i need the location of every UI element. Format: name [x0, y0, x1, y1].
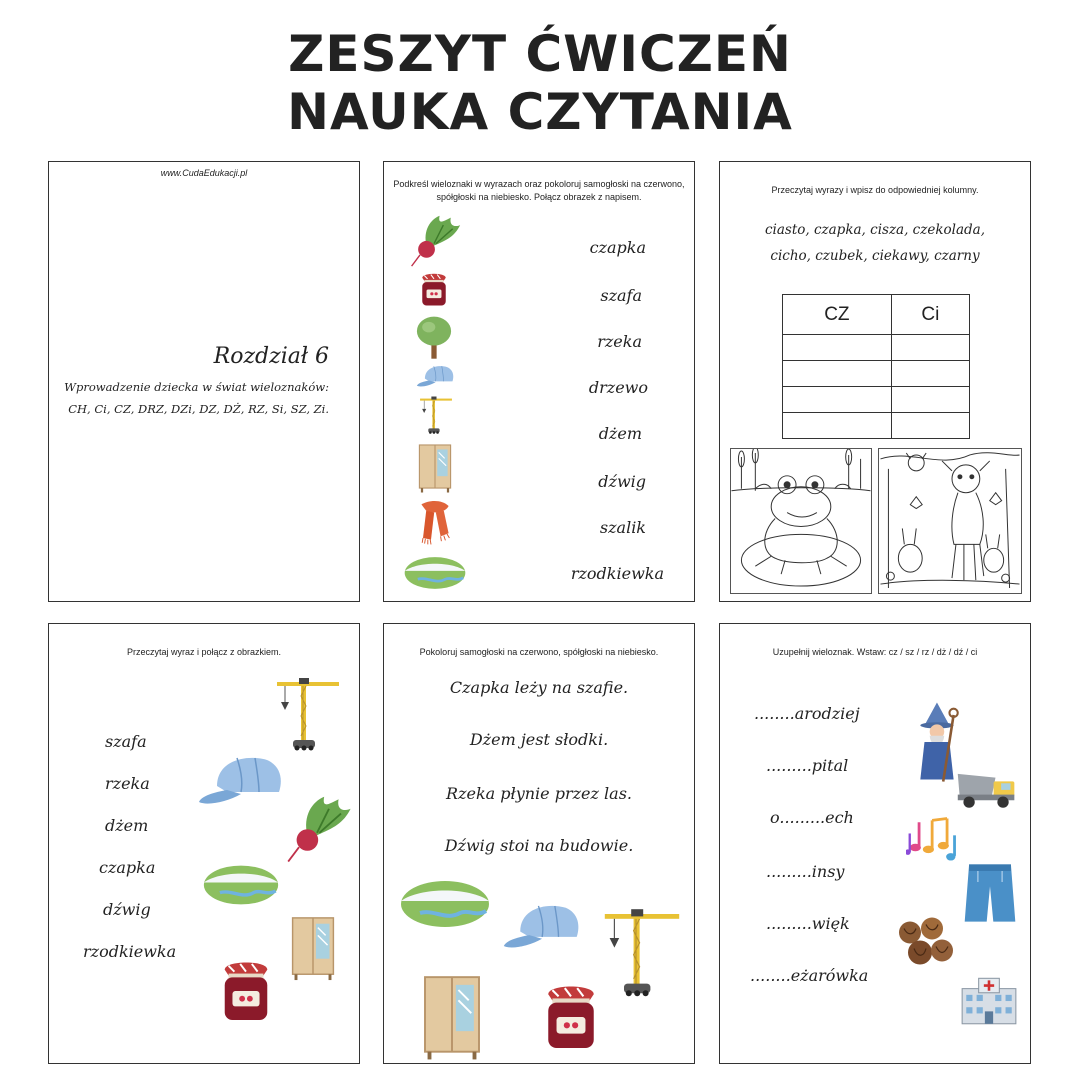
fill-word-6[interactable]: ........eżarówka — [750, 966, 869, 985]
crane-icon — [600, 892, 684, 1008]
crane-icon — [418, 392, 454, 436]
word-list-line-2: cicho, czubek, ciekawy, czarny — [770, 248, 980, 264]
deer-coloring-icon — [878, 448, 1022, 594]
jam-jar-icon — [217, 952, 275, 1028]
river-icon — [400, 878, 490, 930]
word-szalik: szalik — [599, 518, 646, 537]
chapter-intro: Wprowadzenie dziecka w świat wieloznaków: — [64, 380, 329, 394]
instruction-text: Uzupełnij wieloznak. Wstaw: cz / sz / rz / dż / dź / ci — [772, 647, 978, 657]
tree-icon — [414, 314, 454, 360]
river-icon — [404, 554, 466, 592]
sorting-table — [782, 294, 970, 439]
table-cell[interactable] — [891, 335, 969, 361]
cap-icon — [416, 362, 456, 390]
table-cell[interactable] — [891, 413, 969, 439]
worksheet-page-5 — [383, 623, 695, 1064]
word-dzwig: dźwig — [103, 900, 151, 919]
word-szafa: szafa — [105, 732, 147, 751]
worksheet-page-6 — [719, 623, 1031, 1064]
fill-word-5[interactable]: .........więk — [766, 914, 850, 933]
sentence-1: Czapka leży na szafie. — [449, 678, 629, 697]
jeans-shorts-icon — [962, 860, 1018, 926]
worksheet-page-2 — [383, 161, 695, 602]
radish-icon — [406, 212, 462, 268]
truck-icon — [954, 764, 1020, 812]
jam-jar-icon — [418, 270, 450, 308]
cap-icon — [502, 898, 584, 954]
chapter-digraphs: CH, Ci, CZ, DRZ, DZi, DZ, DŻ, RZ, Si, SZ, Zi. — [68, 402, 329, 416]
worksheet-page-4 — [48, 623, 360, 1064]
frog-coloring-icon — [730, 448, 872, 594]
worksheet-page-3 — [719, 161, 1031, 602]
word-rzeka: rzeka — [597, 332, 642, 351]
jam-jar-icon — [540, 974, 602, 1058]
word-dzem: dżem — [105, 816, 149, 835]
word-szafa: szafa — [600, 286, 642, 305]
hospital-icon — [958, 972, 1020, 1028]
header-title-line1: ZESZYT ĆWICZEŃ — [288, 25, 792, 83]
word-rzodkiewka: rzodkiewka — [83, 942, 177, 961]
word-list-line-1: ciasto, czapka, cisza, czekolada, — [764, 222, 986, 238]
word-rzeka: rzeka — [105, 774, 150, 793]
cap-icon — [197, 750, 287, 810]
worksheet-page-1 — [48, 161, 360, 602]
column-header-ci: Ci — [891, 295, 969, 335]
music-notes-icon — [906, 816, 962, 864]
fill-word-4[interactable]: .........insy — [766, 862, 845, 881]
table-cell[interactable] — [891, 387, 969, 413]
word-drzewo: drzewo — [588, 378, 648, 397]
table-cell[interactable] — [783, 335, 892, 361]
wardrobe-icon — [414, 972, 490, 1062]
table-cell[interactable] — [783, 387, 892, 413]
word-dzem: dżem — [598, 424, 642, 443]
word-czapka: czapka — [589, 238, 646, 257]
header-title-line2: NAUKA CZYTANIA — [287, 83, 793, 141]
chapter-title: Rozdział 6 — [213, 344, 329, 369]
instruction-text: Przeczytaj wyrazy i wpisz do odpowiedniej kolumny. — [771, 185, 979, 195]
scarf-icon — [414, 498, 456, 546]
crane-icon — [273, 670, 343, 754]
wardrobe-icon — [287, 914, 339, 982]
website-label: www.CudaEdukacji.pl — [160, 168, 248, 178]
instruction-text: Pokoloruj samogłoski na czerwono, spółgłoski na niebiesko. — [419, 647, 659, 657]
river-icon — [203, 862, 279, 908]
walnuts-icon — [896, 916, 956, 972]
sentence-2: Dżem jest słodki. — [469, 730, 609, 749]
table-cell[interactable] — [783, 361, 892, 387]
sentence-4: Dźwig stoi na budowie. — [444, 836, 634, 855]
fill-word-3[interactable]: o.........ech — [770, 808, 854, 827]
instruction-text: Przeczytaj wyraz i połącz z obrazkiem. — [126, 647, 282, 657]
wardrobe-icon — [414, 442, 456, 494]
word-czapka: czapka — [99, 858, 156, 877]
word-dzwig: dźwig — [598, 472, 646, 491]
table-cell[interactable] — [783, 413, 892, 439]
column-header-cz: CZ — [783, 295, 892, 335]
instruction-text: Podkreśl wieloznaki w wyrazach oraz pokoloruj samogłoski na czerwono, spółgłoski na niebiesko. Połącz obrazek z napisem. — [393, 179, 685, 202]
word-rzodkiewka: rzodkiewka — [570, 564, 664, 583]
sentence-3: Rzeka płynie przez las. — [446, 784, 632, 803]
radish-icon — [281, 792, 353, 864]
fill-word-2[interactable]: .........pital — [766, 756, 849, 775]
table-cell[interactable] — [891, 361, 969, 387]
fill-word-1[interactable]: ........arodziej — [754, 704, 860, 723]
